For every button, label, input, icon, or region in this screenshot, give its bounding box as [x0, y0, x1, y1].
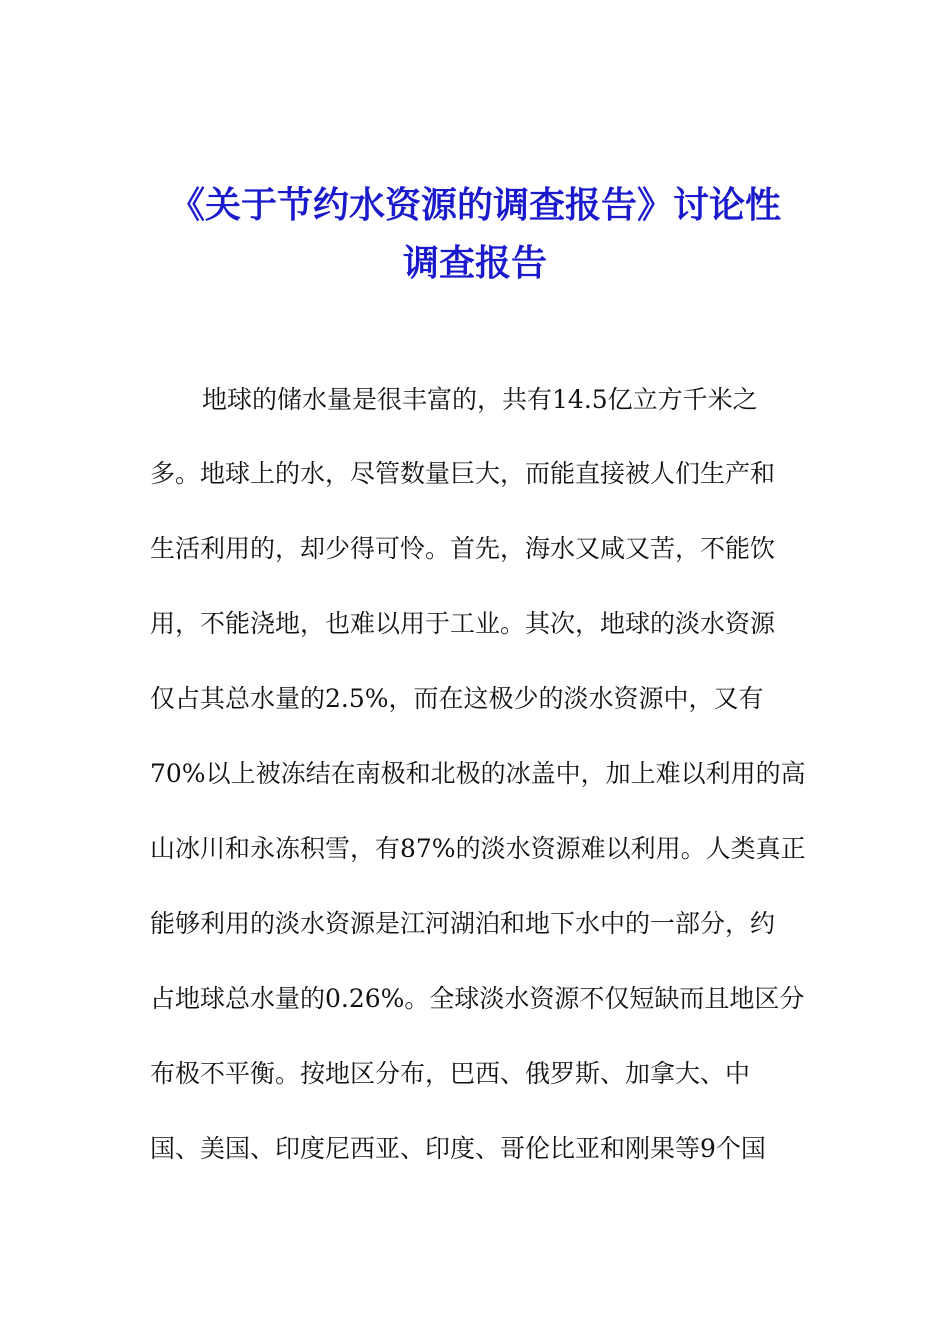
- paragraph-line-1: 地球的储水量是很丰富的，共有14.5亿立方千米之: [202, 385, 758, 414]
- document-title: [120, 176, 830, 292]
- title-line-2: 调查报告: [402, 242, 547, 284]
- paragraph-line-7: 山冰川和永冻积雪，有87%的淡水资源难以利用。人类真正: [150, 834, 806, 863]
- title-line-1: 《关于节约水资源的调查报告》讨论性: [168, 184, 781, 226]
- paragraph-line-5: 仅占其总水量的2.5%，而在这极少的淡水资源中，又有: [150, 684, 764, 713]
- paragraph-line-9: 占地球总水量的0.26%。全球淡水资源不仅短缺而且地区分: [150, 984, 805, 1013]
- paragraph-line-6: 70%以上被冻结在南极和北极的冰盖中，加上难以利用的高: [150, 759, 806, 788]
- paragraph-line-4: 用，不能浇地，也难以用于工业。其次，地球的淡水资源: [150, 609, 776, 638]
- paragraph-line-10: 布极不平衡。按地区分布，巴西、俄罗斯、加拿大、中: [150, 1059, 751, 1088]
- paragraph-line-11: 国、美国、印度尼西亚、印度、哥伦比亚和刚果等9个国: [150, 1134, 766, 1163]
- paragraph-line-2: 多。地球上的水，尽管数量巨大，而能直接被人们生产和: [150, 459, 776, 488]
- paragraph-line-8: 能够利用的淡水资源是江河湖泊和地下水中的一部分，约: [150, 909, 776, 938]
- paragraph-line-3: 生活利用的，却少得可怜。首先，海水又咸又苦，不能饮: [150, 534, 776, 563]
